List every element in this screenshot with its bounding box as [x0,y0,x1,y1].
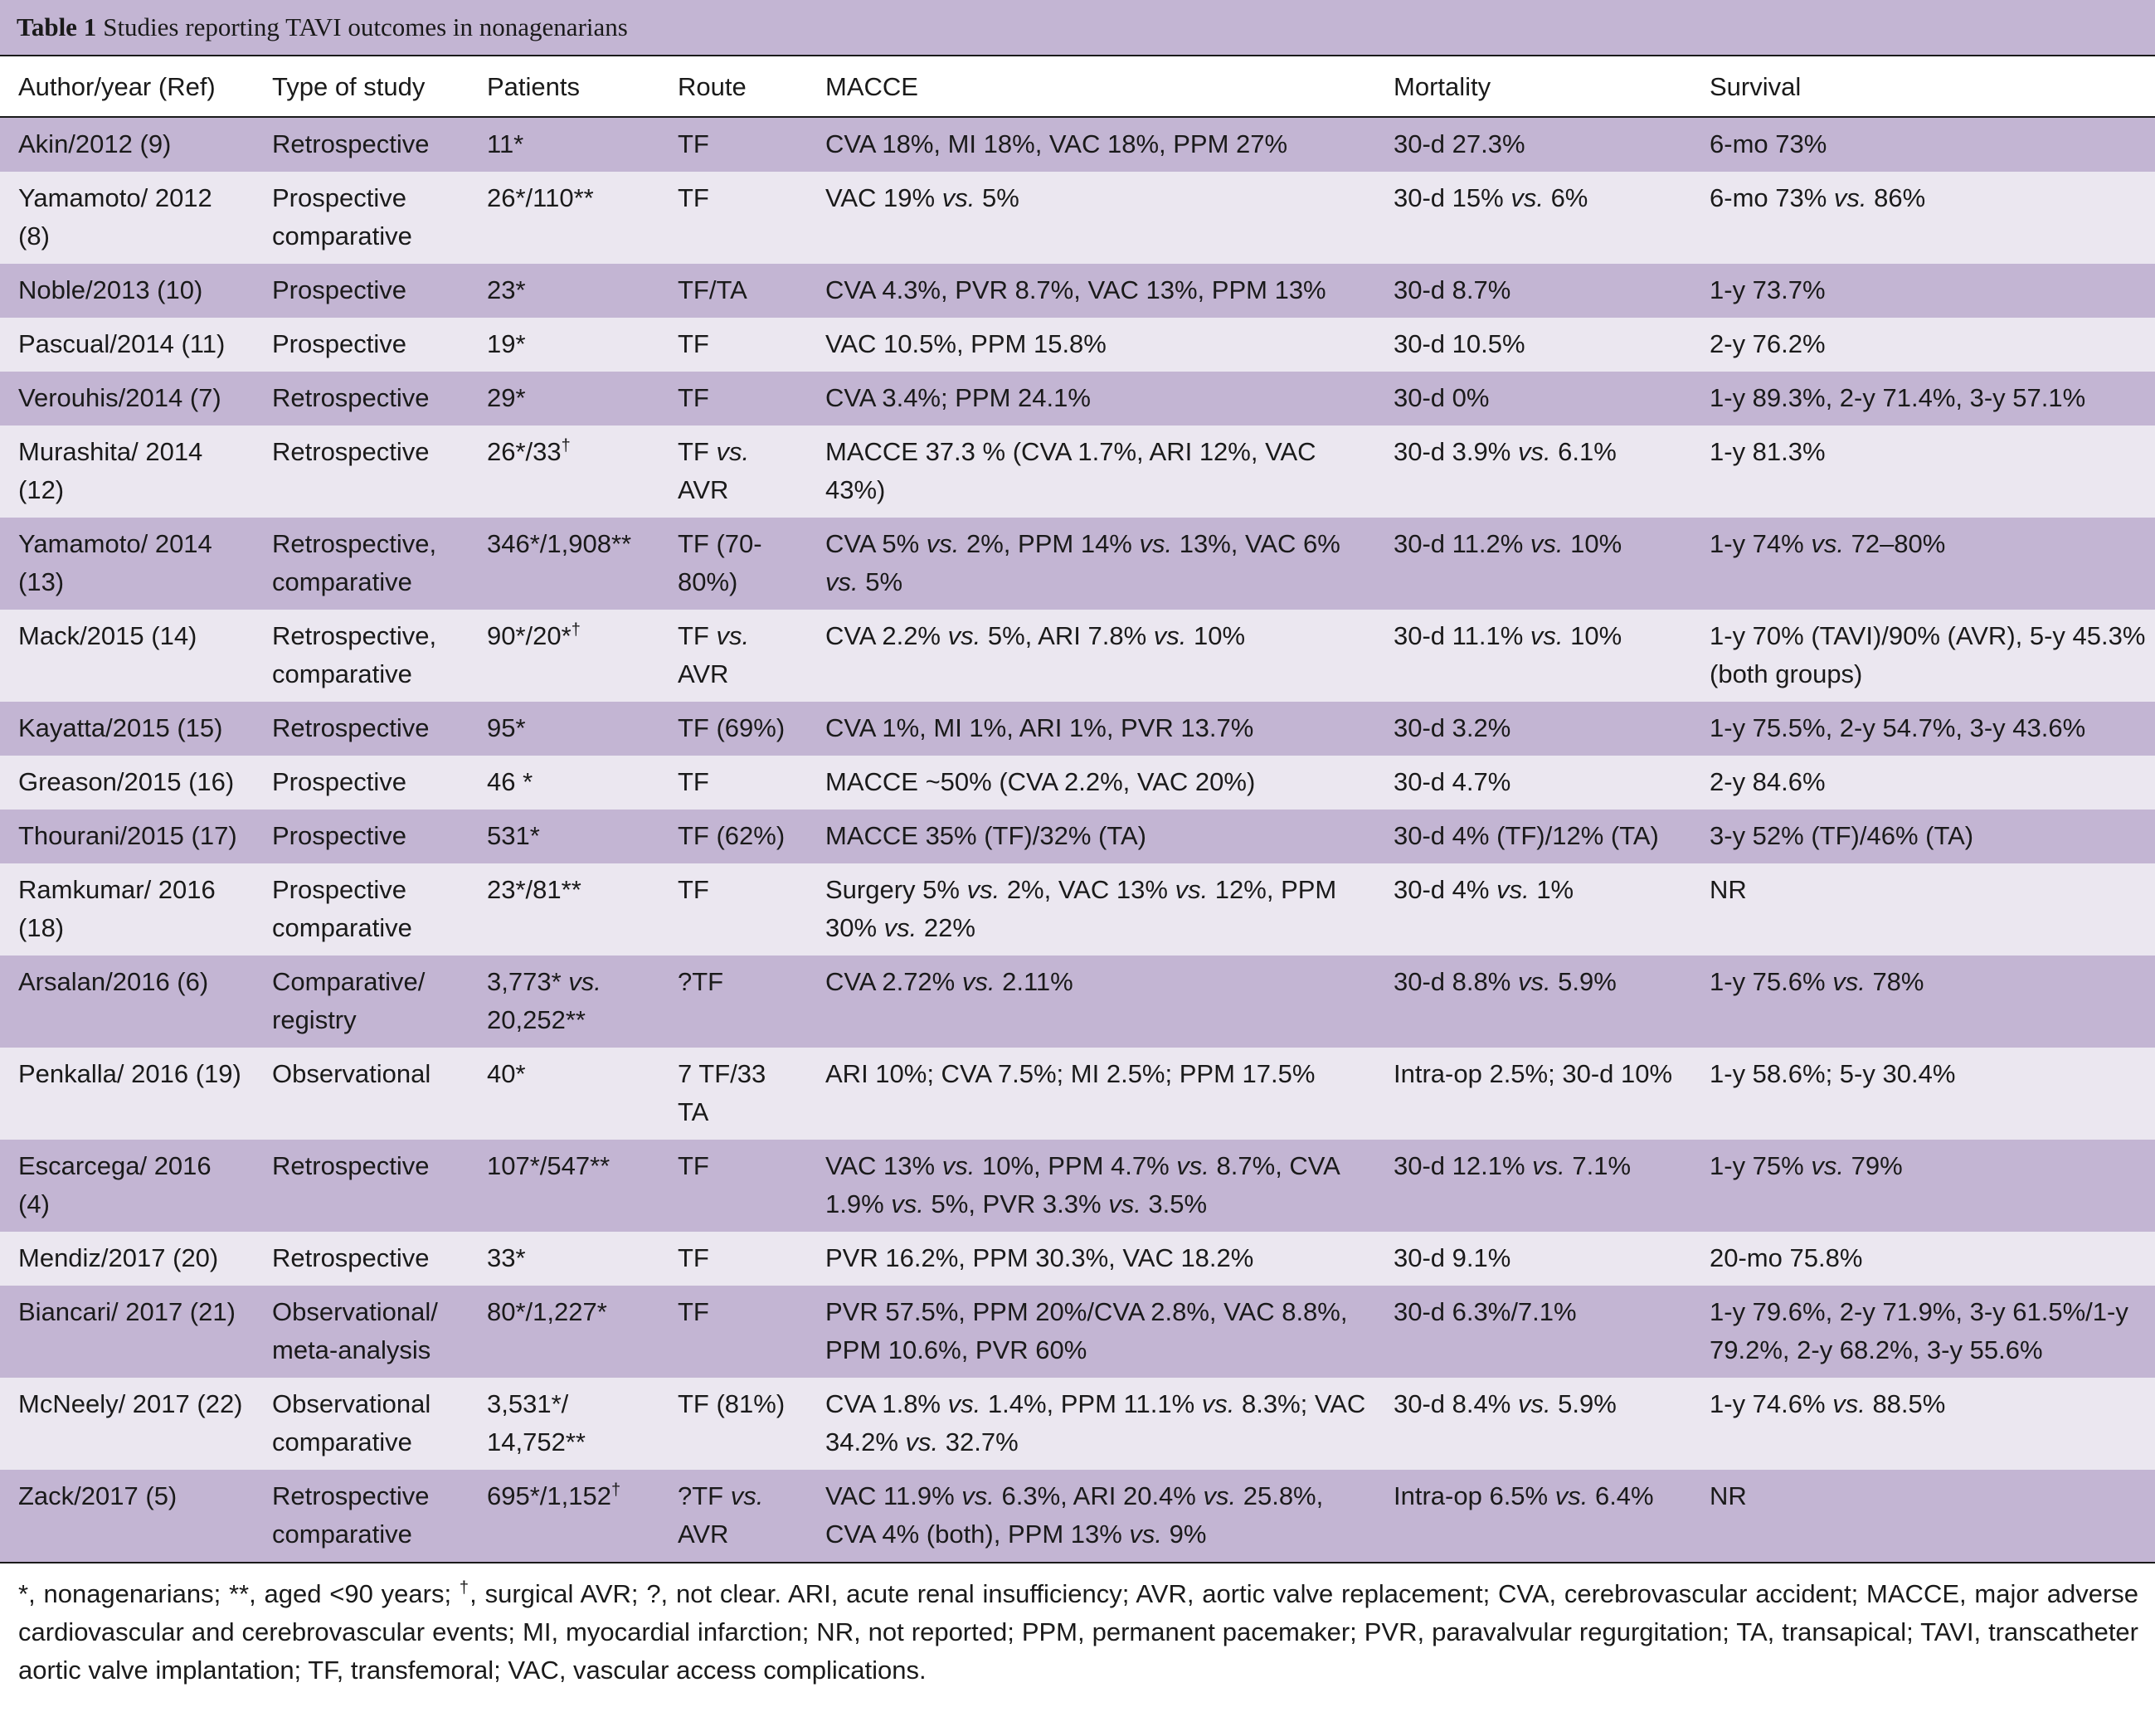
cell-survival: 3-y 52% (TF)/46% (TA) [1710,821,1974,850]
cell-study-type: Retrospective, comparative [272,621,437,688]
cell-survival: 1-y 89.3%, 2-y 71.4%, 3-y 57.1% [1710,383,2086,412]
cell-route: TF [678,767,709,796]
cell-patients: 531* [487,821,540,850]
cell-survival: 1-y 79.6%, 2-y 71.9%, 3-y 61.5%/1-y 79.2%, 2-y 68.2%, 3-y 55.6% [1710,1297,2128,1364]
table-row [0,518,2155,610]
cell-macce: PVR 16.2%, PPM 30.3%, VAC 18.2% [825,1243,1254,1272]
cell-survival: 2-y 76.2% [1710,329,1826,358]
cell-study-type: Prospective comparative [272,875,412,942]
cell-route: TF/TA [678,275,747,304]
cell-macce: CVA 1.8% vs. 1.4%, PPM 11.1% vs. 8.3%; VAC 34.2% vs. 32.7% [825,1389,1366,1456]
cell-study-type: Retrospective [272,1243,430,1272]
table-row [0,610,2155,702]
cell-survival: 1-y 75.6% vs. 78% [1710,967,1924,996]
table-row [0,756,2155,810]
column-header-study-type: Type of study [254,56,469,117]
cell-study-type: Prospective comparative [272,183,412,250]
cell-patients: 11* [487,129,524,158]
cell-mortality: Intra-op 2.5%; 30-d 10% [1394,1059,1673,1088]
cell-mortality: 30-d 12.1% vs. 7.1% [1394,1151,1632,1180]
cell-route: TF [678,129,709,158]
cell-study-type: Retrospective [272,129,430,158]
cell-mortality: 30-d 4% (TF)/12% (TA) [1394,821,1659,850]
cell-author-year: Penkalla/ 2016 (19) [18,1059,241,1088]
cell-survival: 1-y 75.5%, 2-y 54.7%, 3-y 43.6% [1710,713,2086,742]
table-row [0,1470,2155,1563]
cell-study-type: Prospective [272,821,406,850]
table-row [0,1232,2155,1286]
cell-route: 7 TF/33 TA [678,1059,766,1126]
cell-patients: 346*/1,908** [487,529,632,558]
cell-survival: 1-y 70% (TAVI)/90% (AVR), 5-y 45.3% (both groups) [1710,621,2146,688]
cell-mortality: 30-d 10.5% [1394,329,1525,358]
column-header-patients: Patients [469,56,659,117]
cell-mortality: 30-d 9.1% [1394,1243,1511,1272]
cell-route: TF (70-80%) [678,529,762,596]
table-label: Table 1 [17,12,97,41]
cell-patients: 46 * [487,767,533,796]
cell-macce: CVA 3.4%; PPM 24.1% [825,383,1091,412]
cell-macce: CVA 5% vs. 2%, PPM 14% vs. 13%, VAC 6% vs. 5% [825,529,1340,596]
cell-survival: 1-y 81.3% [1710,437,1826,466]
cell-patients: 23*/81** [487,875,581,904]
cell-patients: 3,773* vs. 20,252** [487,967,601,1034]
column-header-route: Route [659,56,807,117]
table-footnote: *, nonagenarians; **, aged <90 years; †, surgical AVR; ?, not clear. ARI, acute renal insufficiency; AVR, aortic valve replacement; CVA, cerebrovascular accident; MACCE, major adverse cardiovascular and cerebrovascular events; MI, myocardial infarction; NR, not reported; PPM, permanent pacemaker; PVR, paravalvular regurgitation; TA, transapical; TAVI, transcatheter aortic valve implantation; TF, transfemoral; VAC, vascular access complications. [18,1578,2139,1685]
cell-patients: 23* [487,275,526,304]
cell-route: TF [678,1297,709,1326]
cell-survival: 1-y 58.6%; 5-y 30.4% [1710,1059,1956,1088]
table-row [0,956,2155,1048]
cell-author-year: Zack/2017 (5) [0,1470,254,1563]
header-row [0,56,2155,117]
cell-author-year: Biancari/ 2017 (21) [18,1297,236,1326]
cell-macce: Surgery 5% vs. 2%, VAC 13% vs. 12%, PPM 30% vs. 22% [825,875,1337,942]
column-header-mortality: Mortality [1375,56,1691,117]
cell-mortality: 30-d 4% vs. 1% [1394,875,1574,904]
cell-mortality: 30-d 8.4% vs. 5.9% [1394,1389,1617,1418]
cell-route: TF [678,329,709,358]
cell-survival: 1-y 75% vs. 79% [1710,1151,1903,1180]
cell-survival: 20-mo 75.8% [1710,1243,1863,1272]
table-row [0,1048,2155,1140]
table-row [0,264,2155,318]
cell-patients: 3,531*/ 14,752** [487,1389,586,1456]
cell-route: TF [678,875,709,904]
cell-study-type: Retrospective [272,1151,430,1180]
cell-author-year: Verouhis/2014 (7) [18,383,221,412]
cell-author-year: Ramkumar/ 2016 (18) [18,875,216,942]
cell-author-year: Arsalan/2016 (6) [18,967,209,996]
cell-route: TF vs. AVR [678,621,750,688]
cell-author-year: Pascual/2014 (11) [18,329,226,358]
cell-study-type: Prospective [272,275,406,304]
table-row [0,863,2155,956]
cell-macce: CVA 2.72% vs. 2.11% [825,967,1073,996]
cell-mortality: 30-d 8.7% [1394,275,1511,304]
cell-survival: 1-y 74.6% vs. 88.5% [1710,1389,1946,1418]
cell-author-year: Akin/2012 (9) [18,129,172,158]
cell-study-type: Prospective [272,767,406,796]
cell-mortality: 30-d 3.2% [1394,713,1511,742]
cell-macce: MACCE 35% (TF)/32% (TA) [825,821,1146,850]
cell-survival: 2-y 84.6% [1710,767,1826,796]
cell-mortality: 30-d 0% [1394,383,1490,412]
cell-macce: ARI 10%; CVA 7.5%; MI 2.5%; PPM 17.5% [825,1059,1316,1088]
cell-mortality: 30-d 6.3%/7.1% [1394,1297,1577,1326]
cell-mortality: 30-d 11.2% vs. 10% [1394,529,1622,558]
cell-mortality: 30-d 3.9% vs. 6.1% [1394,437,1617,466]
cell-route: TF (62%) [678,821,786,850]
cell-patients: 26*/110** [487,183,594,212]
cell-macce: CVA 4.3%, PVR 8.7%, VAC 13%, PPM 13% [825,275,1326,304]
table-row [0,172,2155,264]
table-row [0,372,2155,425]
cell-patients: 80*/1,227* [487,1297,607,1326]
cell-route: TF [678,1151,709,1180]
table-title: Studies reporting TAVI outcomes in nonagenarians [103,12,628,41]
cell-macce: CVA 2.2% vs. 5%, ARI 7.8% vs. 10% [825,621,1246,650]
cell-mortality: 30-d 15% vs. 6% [1394,183,1588,212]
cell-patients: 26*/33† [487,436,571,466]
cell-author-year: Murashita/ 2014 (12) [18,437,203,504]
cell-macce: CVA 1%, MI 1%, ARI 1%, PVR 13.7% [825,713,1254,742]
cell-macce: VAC 10.5%, PPM 15.8% [825,329,1107,358]
cell-mortality: 30-d 8.8% vs. 5.9% [1394,967,1617,996]
table-row [0,425,2155,518]
cell-survival: 1-y 73.7% [1710,275,1826,304]
column-header-survival: Survival [1691,56,2155,117]
cell-patients: 695*/1,152† [469,1470,659,1563]
cell-survival: 1-y 74% vs. 72–80% [1710,529,1946,558]
cell-author-year: Yamamoto/ 2012 (8) [18,183,212,250]
table-caption [0,0,2155,56]
cell-study-type: Observational/ meta-analysis [272,1297,438,1364]
cell-survival: 6-mo 73% vs. 86% [1710,183,1926,212]
cell-author-year: Escarcega/ 2016 (4) [18,1151,212,1218]
cell-study-type: Observational comparative [272,1389,431,1456]
cell-mortality: 30-d 11.1% vs. 10% [1394,621,1622,650]
cell-macce: VAC 11.9% vs. 6.3%, ARI 20.4% vs. 25.8%, CVA 4% (both), PPM 13% vs. 9% [807,1470,1375,1563]
table-body [0,117,2155,1563]
cell-macce: MACCE ~50% (CVA 2.2%, VAC 20%) [825,767,1256,796]
cell-route: ?TF [678,967,724,996]
cell-author-year: Greason/2015 (16) [18,767,235,796]
cell-study-type: Retrospective, comparative [272,529,437,596]
cell-patients: 90*/20*† [487,620,581,650]
cell-patients: 29* [487,383,526,412]
cell-route: ?TF vs. AVR [659,1470,807,1563]
table-row [0,1140,2155,1232]
cell-route: TF vs. AVR [678,437,750,504]
cell-study-type: Comparative/ registry [272,967,426,1034]
cell-route: TF [678,183,709,212]
column-header-macce: MACCE [807,56,1375,117]
cell-author-year: Yamamoto/ 2014 (13) [18,529,212,596]
cell-mortality: 30-d 27.3% [1394,129,1525,158]
cell-study-type: Prospective [272,329,406,358]
cell-study-type: Observational [272,1059,431,1088]
cell-mortality: 30-d 4.7% [1394,767,1511,796]
cell-author-year: McNeely/ 2017 (22) [18,1389,243,1418]
cell-macce: VAC 19% vs. 5% [825,183,1019,212]
cell-author-year: Mendiz/2017 (20) [18,1243,219,1272]
cell-route: TF (69%) [678,713,786,742]
cell-patients: 95* [487,713,526,742]
cell-patients: 107*/547** [487,1151,611,1180]
cell-study-type: Retrospective [272,437,430,466]
table-row [0,318,2155,372]
cell-author-year: Kayatta/2015 (15) [18,713,223,742]
cell-route: TF (81%) [678,1389,786,1418]
cell-route: TF [678,383,709,412]
cell-patients: 40* [487,1059,526,1088]
cell-author-year: Thourani/2015 (17) [18,821,237,850]
cell-route: TF [678,1243,709,1272]
cell-patients: 19* [487,329,526,358]
column-header-author-year: Author/year (Ref) [0,56,254,117]
cell-mortality: Intra-op 6.5% vs. 6.4% [1375,1470,1691,1563]
cell-macce: CVA 18%, MI 18%, VAC 18%, PPM 27% [825,129,1288,158]
table-row [0,1286,2155,1378]
table-row [0,810,2155,863]
cell-macce: PVR 57.5%, PPM 20%/CVA 2.8%, VAC 8.8%, PPM 10.6%, PVR 60% [825,1297,1348,1364]
cell-survival: 6-mo 73% [1710,129,1827,158]
cell-author-year: Mack/2015 (14) [18,621,197,650]
cell-study-type: Retrospective comparative [254,1470,469,1563]
cell-study-type: Retrospective [272,383,430,412]
table-row [0,702,2155,756]
cell-study-type: Retrospective [272,713,430,742]
table-row [0,1378,2155,1470]
cell-macce: VAC 13% vs. 10%, PPM 4.7% vs. 8.7%, CVA 1.9% vs. 5%, PVR 3.3% vs. 3.5% [825,1151,1340,1218]
table-row [0,117,2155,172]
cell-patients: 33* [487,1243,526,1272]
cell-survival: NR [1691,1470,2155,1563]
cell-author-year: Noble/2013 (10) [18,275,203,304]
cell-survival: NR [1710,875,1747,904]
studies-table [0,56,2155,1563]
cell-macce: MACCE 37.3 % (CVA 1.7%, ARI 12%, VAC 43%) [825,437,1316,504]
